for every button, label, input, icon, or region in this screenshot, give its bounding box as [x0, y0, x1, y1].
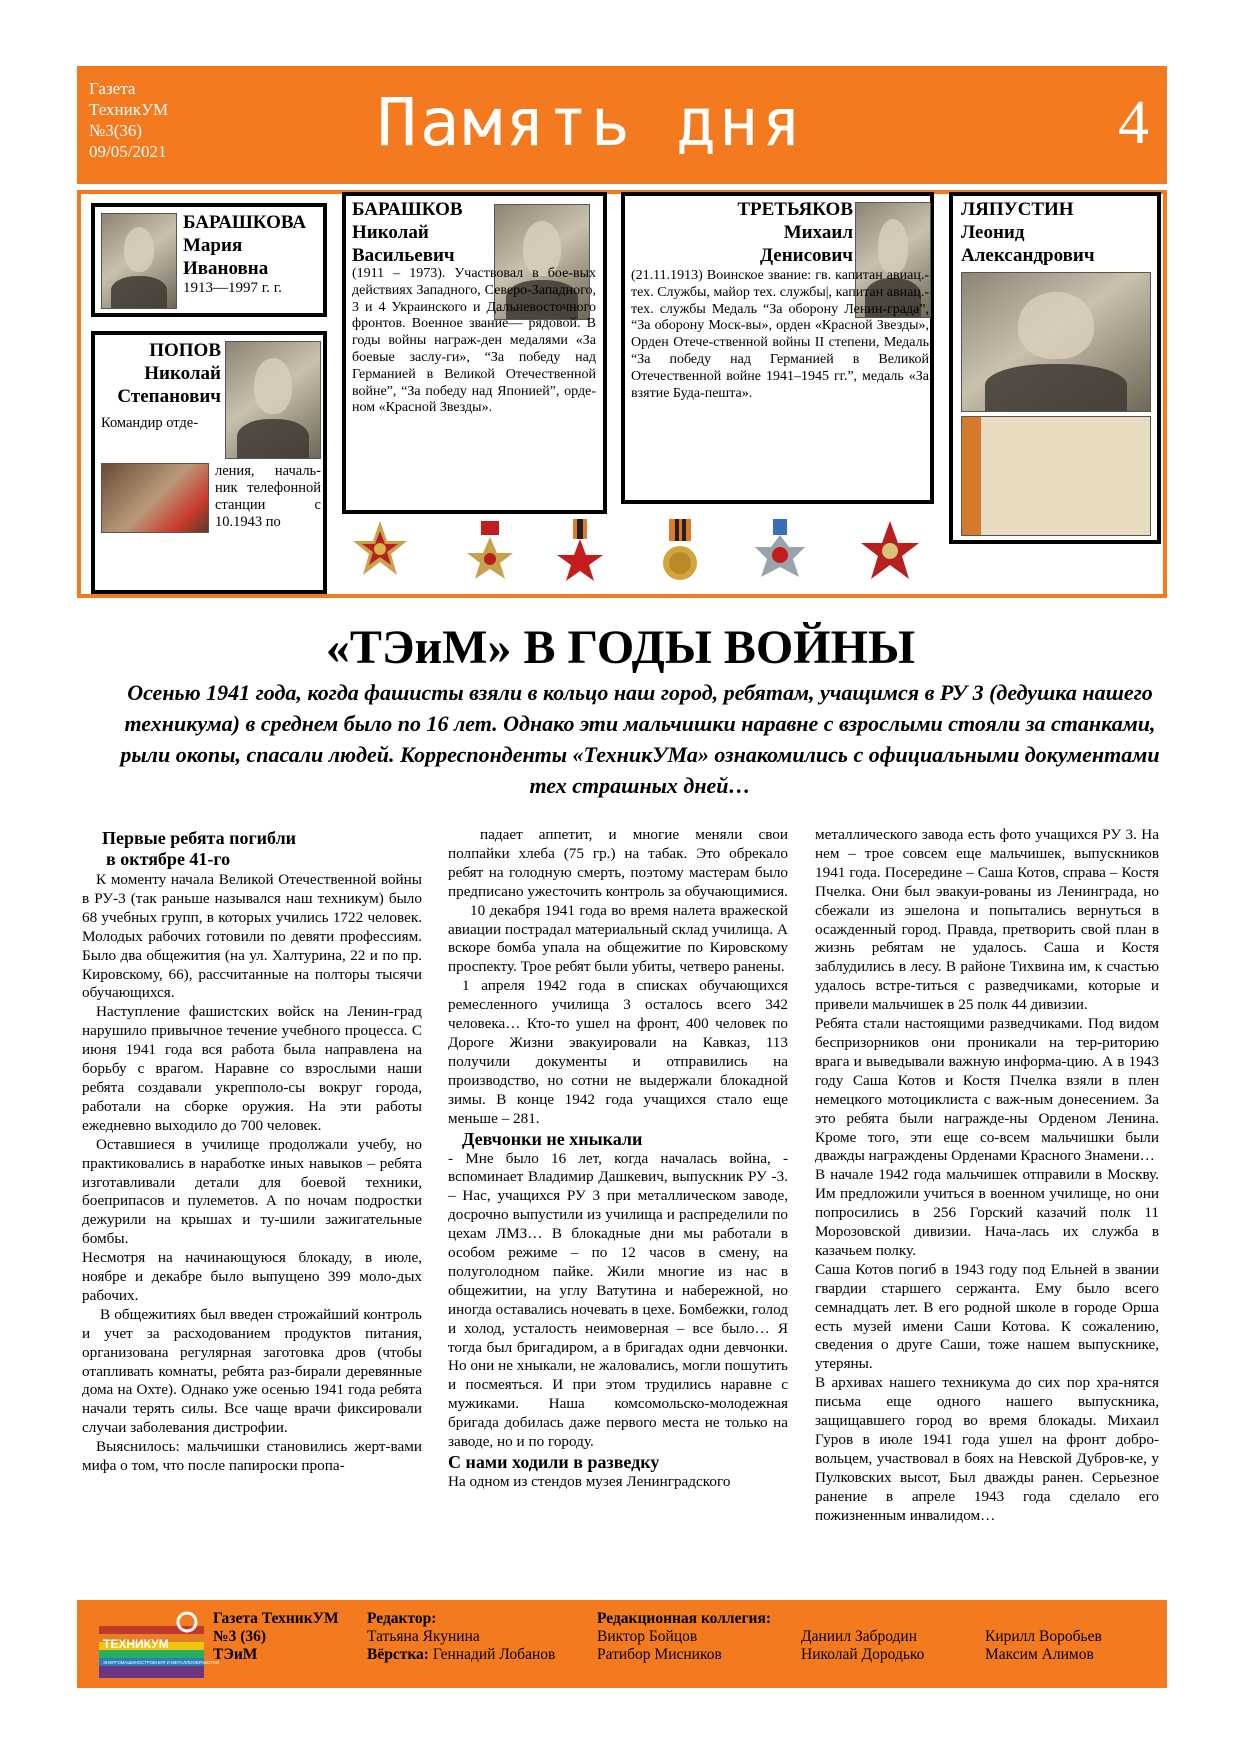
- paragraph: В архивах нашего техникума до сих пор хра-нятся письма еще одного нашего выпускника, защищавшего город во время блокады. Михаил Гуров в июле 1941 года ушел на фронт добро-вольцем, участвовал в боях на Невской Дубров-ке, у Пулковских высот, Был дважды ранен. Серьезное ранение в апреле 1943 года сделало его пожизненным инвалидом…: [815, 1374, 1159, 1524]
- issue-meta: [89, 78, 168, 162]
- footer-issue: №3 (36): [213, 1628, 267, 1645]
- editor-name: Татьяна Якунина: [367, 1628, 480, 1645]
- surname: ПОПОВ: [149, 340, 221, 361]
- medal-icon: [459, 517, 521, 585]
- paragraph: 1 апреля 1942 года в списках обучающихся ремесленного училища 3 осталось всего 342 человека… Кто-то ушел на фронт, 400 человек по Дороге Жизни эвакуировали на Кавказ, 113 получили документы и отправились на производство, но сотни не выдержали блокадной зимы. В конце 1942 года учащихся стало еще меньше – 281.: [448, 977, 788, 1127]
- board-member: Кирилл Воробьев: [985, 1628, 1102, 1645]
- order-red-star-icon: [859, 517, 921, 585]
- patronymic: Денисович: [759, 245, 853, 266]
- board-member: Николай Дородько: [801, 1646, 925, 1663]
- board-member: Ратибор Мисников: [597, 1646, 722, 1663]
- issue-number: №3(36): [89, 121, 143, 140]
- paragraph: Ребята стали настоящими разведчиками. Под видом беспризорников они проникали на тер-риторию врага и выведывали важную информа-цию. А в 1943 году Саша Котов и Костя Пчелка взяли в плен немецкого мотоциклиста с важ-ным донесением. За это ребята были награжде-ны Орденом Ленина. Кроме того, эти еще со-всем мальчишки были дважды награждены Орденами Красного Знамени…: [815, 1015, 1159, 1165]
- bio-text: (21.11.1913) Воинское звание: гв. капитан авиац.-тех. Службы, майор тех. службы|, капитан авиац.-тех. службы Медаль “За оборону Ленин-града”, “За оборону Моск-вы», орден «Красной Звезды», Орден Отече-ственной войны II степени, Медаль “За победу над Германией в Великой Отечественной войне 1941–1945 гг.”, медаль «За взятие Буда-пешта».: [631, 268, 929, 401]
- card-lyapustin: [949, 192, 1161, 544]
- surname: БАРАШКОВА: [183, 212, 307, 233]
- surname: ТРЕТЬЯКОВ: [737, 199, 853, 220]
- board-member: Виктор Бойцов: [597, 1628, 698, 1645]
- paper-label: Газета: [89, 79, 136, 98]
- paragraph: К моменту начала Великой Отечественной войны в РУ-3 (так раньше назывался наш техникум) было 68 учебных групп, в которых учились 1722 человек. Молодых рабочих готовили по девяти профессиям. Было два общежития (на ул. Халтурина, 22 и по пр. Кировскому, 66), рассчитанные на полторы тысячи обучающихся.: [82, 871, 422, 1002]
- card-barashkova: [91, 203, 327, 317]
- bio-text-start: Командир отде-: [101, 415, 199, 431]
- portrait-photo: [961, 272, 1151, 412]
- logo-subtitle: ЭНЕРГОМАШИНОСТРОЕНИЯ И МЕТАЛЛООБРАБОТКИ: [103, 1660, 219, 1665]
- logo-text: ТЕХНИКУМ: [103, 1637, 169, 1651]
- board-member: Максим Алимов: [985, 1646, 1094, 1663]
- patronymic: Александрович: [961, 245, 1095, 266]
- section-heading: С нами ходили в разведку: [448, 1452, 660, 1472]
- paragraph: Наступление фашистских войск на Ленин-град нарушило привычное течение учебного процесса. С июня 1941 года вся работа была направлена на борьбу с врагом. Наравне со взрослыми наши ребята создавали укрепполо-сы вокруг города, работали на сборке оружия. На эти работы ежедневно выходило до 700 человек.: [82, 1003, 422, 1134]
- order-icon: [749, 517, 811, 585]
- bio-text: ления, началь-ник телефонной станции с 10.1943 по: [215, 463, 321, 530]
- paragraph: падает аппетит, и многие меняли свои полпайки хлеба (75 гр.) на табак. Это обрекало ребят на голодную смерть, поэтому мастерам было предписано ужесточить контроль за обучающимися.: [448, 826, 788, 900]
- article-headline: «ТЭиМ» В ГОДЫ ВОЙНЫ: [325, 621, 916, 674]
- life-years: 1913—1997 г. г.: [183, 280, 282, 296]
- paragraph: Саша Котов погиб в 1943 году под Ельней в звании гвардии старшего сержанта. Ему было всего семнадцать лет. В его родной школе в городе Орша есть музей имени Саши Котова. К сожалению, сведения о друге Саши, тоже нашем выпускнике, утеряны.: [815, 1260, 1159, 1373]
- footer-org: ТЭиМ: [213, 1646, 258, 1663]
- given-name: Леонид: [961, 222, 1025, 243]
- order-patriotic-war-icon: [349, 517, 411, 585]
- order-red-star-icon: [549, 517, 611, 585]
- patronymic: Васильевич: [352, 245, 455, 266]
- surname: БАРАШКОВ: [352, 199, 463, 220]
- section-heading-line2: в октябре 41-го: [106, 849, 231, 869]
- patronymic: Степанович: [117, 386, 221, 407]
- issue-date: 09/05/2021: [89, 142, 167, 161]
- layout-name: Геннадий Лобанов: [432, 1646, 556, 1663]
- given-name: Николай: [144, 363, 221, 384]
- section-heading: Девчонки не хныкали: [462, 1128, 643, 1149]
- card-tretyakov: [621, 192, 934, 504]
- given-name: Михаил: [783, 222, 853, 243]
- memory-panel: [77, 190, 1167, 598]
- given-name: Мария: [183, 235, 243, 256]
- section-title: Память дня: [377, 84, 805, 161]
- paragraph: металлического завода есть фото учащихся РУ 3. На нем – трое совсем еще мальчишек, выпускников 1941 года. Посередине – Саша Котов, справа – Костя Пчелка. Они был эвакуи-рованы из Ленинграда, но сбежали из эшелона и попытались вернуться в осажденный город. Правда, претворить свой план в жизнь ребятам не удалось. Саша и Костя заблудились в лесу. В районе Тихвина им, к счастью удалось встре-титься с разведчиками, которые и привели мальчишек в 25 полк 44 дивизии.: [815, 826, 1159, 1014]
- page-header: [77, 66, 1167, 184]
- paragraph: Выяснилось: мальчишки становились жерт-вами мифа о том, что после папироски пропа-: [82, 1438, 422, 1475]
- patronymic: Ивановна: [183, 258, 269, 279]
- layout-label: Вёрстка:: [367, 1646, 429, 1663]
- board-label: Редакционная коллегия:: [597, 1610, 772, 1627]
- paragraph: 10 декабря 1941 года во время налета вражеской авиации пострадал материальный склад училища. А вскоре бомба упала на общежитие по Кировскому проспекту. Трое ребят были убиты, четверо ранены.: [448, 901, 788, 976]
- award-documents-photo: [101, 463, 209, 533]
- page-footer: [77, 1600, 1167, 1688]
- editor-label: Редактор:: [367, 1610, 437, 1627]
- article-column-1: [82, 828, 422, 1476]
- card-barashkov: [342, 192, 607, 514]
- paper-name: ТехникУМ: [89, 100, 169, 119]
- medal-victory-icon: [649, 517, 711, 585]
- surname: ЛЯПУСТИН: [961, 199, 1074, 220]
- bio-text: (1911 – 1973). Участвовал в бое-вых действиях Западного, Северо-Западного, 3 и 4 Украинского и Дальневосточного фронтов. Военное звание— рядовой. В годы войны награж-ден медалями «За боевые заслу-ги», “За победу над Германией в Великой Отечественной войне”, “За победу над Японией”, орде-ном «Красной Звезды».: [352, 266, 596, 416]
- board-member: Даниил Забродин: [801, 1628, 918, 1645]
- section-heading: Первые ребята погибли: [102, 828, 297, 848]
- paragraph: - Мне было 16 лет, когда началась война, - вспоминает Владимир Дашкевич, выпускник РУ -3. – Нас, учащихся РУ 3 при металлическом заводе, досрочно выпустили из училища и распределили по цехам ЛМЗ… В блокадные дни мы работали в особом режиме – по 12 часов в смену, на полуголодном пайке. Жили многие из нас в общежитии, на углу Ватутина и набережной, но иногда оставались ночевать в цехе. Бомбежки, голод и холод, усталость неимоверная – все было… Я тогда был бригадиром, а в бригадах одни девчонки. Но они не хныкали, не жаловались, могли пошутить и посмеяться. И при этом трудились наравне с мужиками. Наша комсомольско-молодежная бригада добилась даже первого места не только на заводе, но и по городу.: [448, 1149, 788, 1451]
- article-column-3: [815, 826, 1159, 1526]
- portrait-photo: [225, 341, 321, 459]
- paragraph: В общежитиях был введен строжайший контроль и учет за расходованием продуктов питания, организована регулярная заготовка дров (чтобы отапливать комнаты, ребята раз-бирали деревянные дома на Охте). Однако уже осенью 1941 года ребята начали терять силы. Все чаще врачи фиксировали случаи заболевания дистрофии.: [82, 1305, 422, 1437]
- technikum-logo: [99, 1612, 219, 1678]
- given-name: Николай: [352, 222, 429, 243]
- paragraph: Несмотря на начинающуюся блокаду, в июле, ноябре и декабре было выпущено 399 моло-дых рабочих.: [82, 1249, 422, 1304]
- paragraph: На одном из стендов музея Ленинградского: [448, 1473, 731, 1490]
- paragraph: В начале 1942 года мальчишек отправили в Москву. Им предложили учиться в военном училище, но они попросились в 256 Горский казачий полк 11 Морозовской дивизии. Нача-лась их служба в казачьем полку.: [815, 1166, 1159, 1259]
- page-number: 4: [1118, 89, 1149, 157]
- paragraph: Оставшиеся в училище продолжали учебу, но практиковались в наработке иных навыков – ребята изготавливали детали для боевой техники, боеприпасов и пулеметов. А по ночам подростки дежурили на крышах и ту-шили зажигательные бомбы.: [82, 1135, 422, 1248]
- article-column-2: [448, 826, 788, 1492]
- card-popov: [91, 331, 327, 594]
- article-lead: Осенью 1941 года, когда фашисты взяли в кольцо наш город, ребятам, учащимся в РУ 3 (дедушка нашего техникума) в среднем было по 16 лет. Однако эти мальчишки наравне с взрослыми стояли за станками, рыли окопы, спасали людей. Корреспонденты «ТехникУМа» ознакомились с официальными документами тех страшных дней…: [120, 680, 1160, 798]
- footer-paper-name: Газета ТехникУМ: [213, 1610, 339, 1627]
- medals-strip: [349, 517, 1029, 585]
- layout-credit: [367, 1646, 555, 1664]
- portrait-photo: [101, 213, 177, 309]
